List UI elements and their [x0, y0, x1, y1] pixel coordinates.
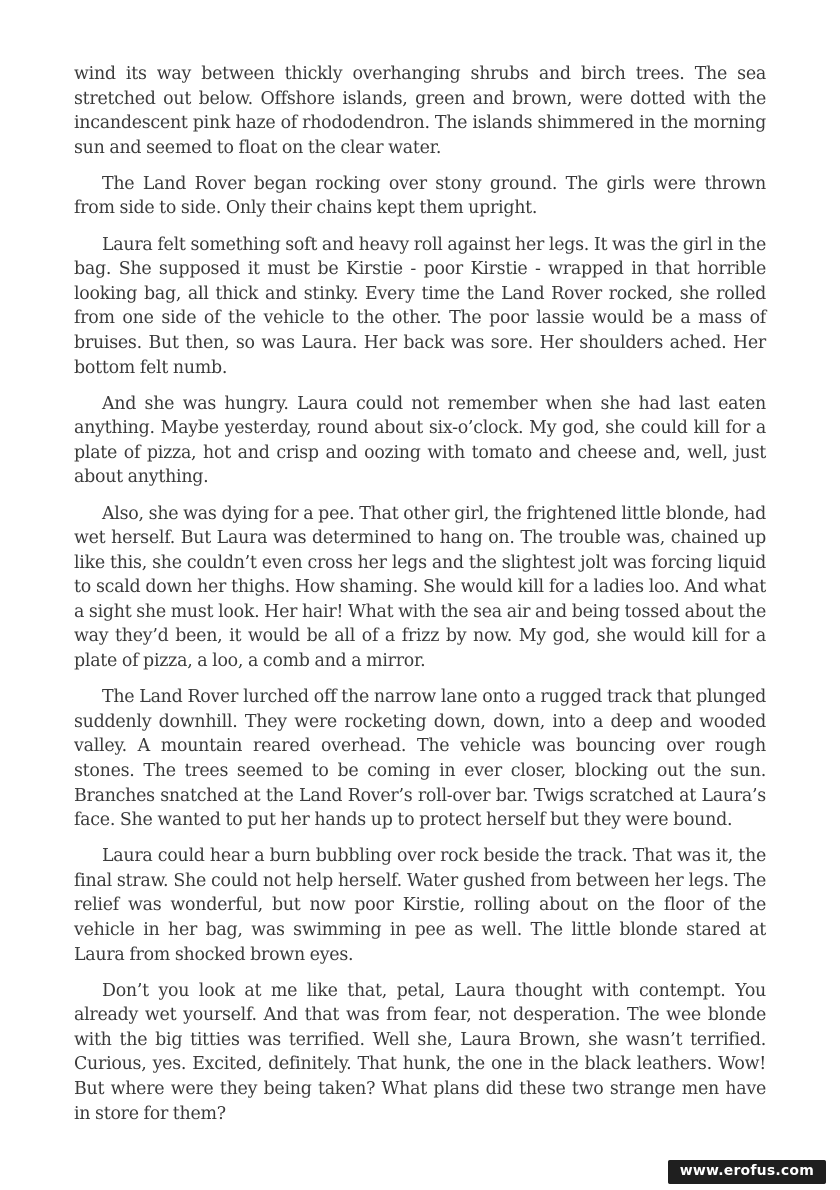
paragraph-4: And she was hungry. Laura could not remember when she had last eaten anything. Maybe yesterday, round about six-o’clock. My god, she could kill for a plate of pizza, hot and crisp and oozing with tomato and cheese and, well, just about anything.	[74, 393, 766, 488]
paragraph-3: Laura felt something soft and heavy roll against her legs. It was the girl in the bag. She supposed it must be Kirstie - poor Kirstie - wrapped in that horrible looking bag, all thick and stinky. Every time the Land Rover rocked, she rolled from one side of the vehicle to the other. The poor lassie would be a mass of bruises. But then, so was Laura. Her back was sore. Her shoulders ached. Her bottom felt numb.	[74, 234, 766, 378]
watermark-label: www.erofus.com	[668, 1160, 826, 1184]
paragraph-5: Also, she was dying for a pee. That other girl, the frightened little blonde, had wet herself. But Laura was determined to hang on. The trouble was, chained up like this, she couldn’t even cross her legs and the slightest jolt was forcing liquid to scald down her thighs. How shaming. She would kill for a ladies loo. And what a sight she must look. Her hair! What with the sea air and being tossed about the way they’d been, it would be all of a frizz by now. My god, she would kill for a plate of pizza, a loo, a comb and a mirror.	[74, 503, 766, 672]
paragraph-2: The Land Rover began rocking over stony ground. The girls were thrown from side to side. Only their chains kept them upright.	[74, 173, 766, 219]
paragraph-7: Laura could hear a burn bubbling over rock beside the track. That was it, the final straw. She could not help herself. Water gushed from between her legs. The relief was wonderful, but now poor Kirstie, rolling about on the floor of the vehicle in her bag, was swimming in pee as well. The little blonde stared at Laura from shocked brown eyes.	[74, 846, 766, 965]
paragraph-1: wind its way between thickly overhanging shrubs and birch trees. The sea stretched out below. Offshore islands, green and brown, were dotted with the incandescent pink haze of rhododendron. The islands shimmered in the morning sun and seemed to float on the clear water.	[74, 64, 766, 158]
page-body	[74, 62, 766, 1138]
paragraph-6: The Land Rover lurched off the narrow lane onto a rugged track that plunged suddenly downhill. They were rocketing down, down, into a deep and wooded valley. A mountain reared overhead. The vehicle was bouncing over rough stones. The trees seemed to be coming in ever closer, blocking out the sun. Branches snatched at the Land Rover’s roll-over bar. Twigs scratched at Laura’s face. She wanted to put her hands up to protect herself but they were bound.	[74, 687, 766, 831]
paragraph-8: Don’t you look at me like that, petal, Laura thought with contempt. You already wet yourself. And that was from fear, not desperation. The wee blonde with the big titties was terrified. Well she, Laura Brown, she wasn’t terrified. Curious, yes. Excited, definitely. That hunk, the one in the black leathers. Wow! But where were they being taken? What plans did these two strange men have in store for them?	[74, 980, 766, 1124]
